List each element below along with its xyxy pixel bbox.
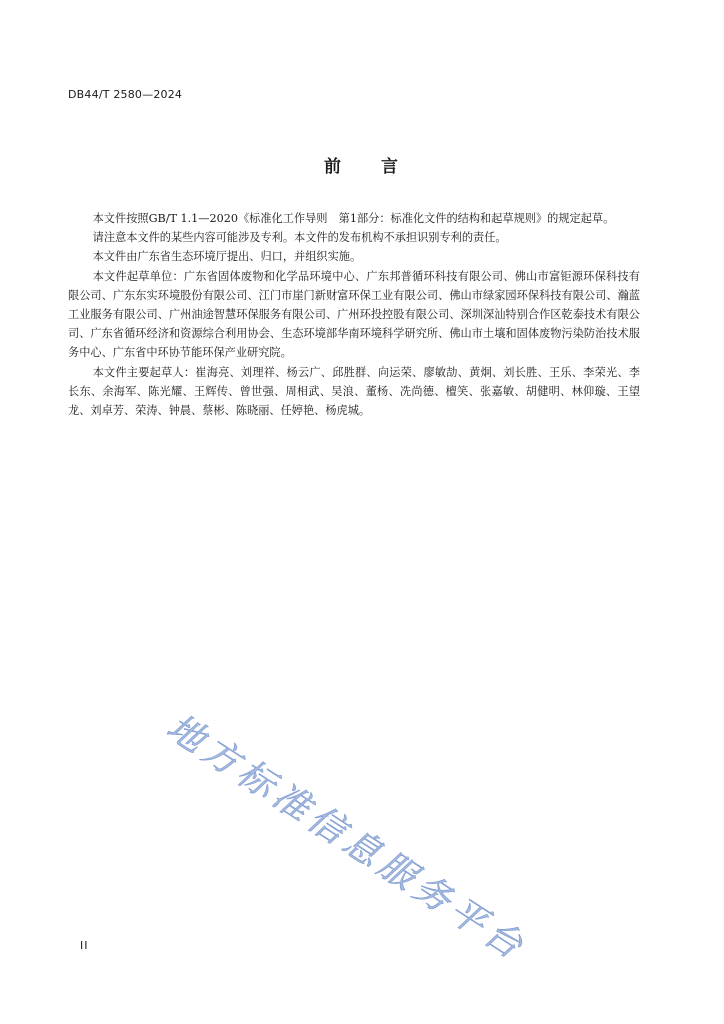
paragraph-drafting-rules: 本文件按照GB/T 1.1—2020《标准化工作导则 第1部分：标准化文件的结构和起草规则》的规定起草。 — [92, 212, 615, 225]
watermark: 地方标准信息服务平台 — [159, 706, 534, 970]
title-char-2: 言 — [381, 157, 400, 177]
title-char-1: 前 — [324, 157, 343, 177]
paragraph-proposer: 本文件由广东省生态环境厅提出、归口，并组织实施。 — [92, 250, 362, 264]
foreword-body — [68, 209, 640, 420]
paragraph-drafting-units: 本文件起草单位：广东省固体废物和化学品环境中心、广东邦普循环科技有限公司、佛山市富钜源环保科技有限公司、广东东实环境股份有限公司、江门市崖门新财富环保工业有限公司、佛山市绿家园环保科技有限公司、瀚蓝工业服务有限公司、广州油途智慧环保服务有限公司、广州环投控股有限公司、深圳深汕特别合作区乾泰技术有限公司、广东省循环经济和资源综合利用协会、生态环境部华南环境科学研究所、佛山市土壤和固体废物污染防治技术服务中心、广东省中环协节能环保产业研究院。 — [68, 269, 640, 360]
paragraph-patent-notice: 请注意本文件的某些内容可能涉及专利。本文件的发布机构不承担识别专利的责任。 — [92, 231, 507, 245]
document-code: DB44/T 2580—2024 — [68, 88, 183, 101]
paragraph-drafters: 本文件主要起草人：崔海亮、刘理祥、杨云广、邱胜群、向运荣、廖敏劼、黄炯、刘长胜、王乐、李荣光、李长东、余海军、陈光耀、王辉传、曾世强、周相武、吴浪、董杨、冼尚德、檀笑、张嘉敏、胡健明、林仰璇、王望龙、刘卓芳、荣涛、钟晨、蔡彬、陈晓丽、任婷艳、杨虎城。 — [68, 365, 640, 418]
page-number: II — [80, 939, 89, 952]
page-title — [0, 152, 724, 177]
